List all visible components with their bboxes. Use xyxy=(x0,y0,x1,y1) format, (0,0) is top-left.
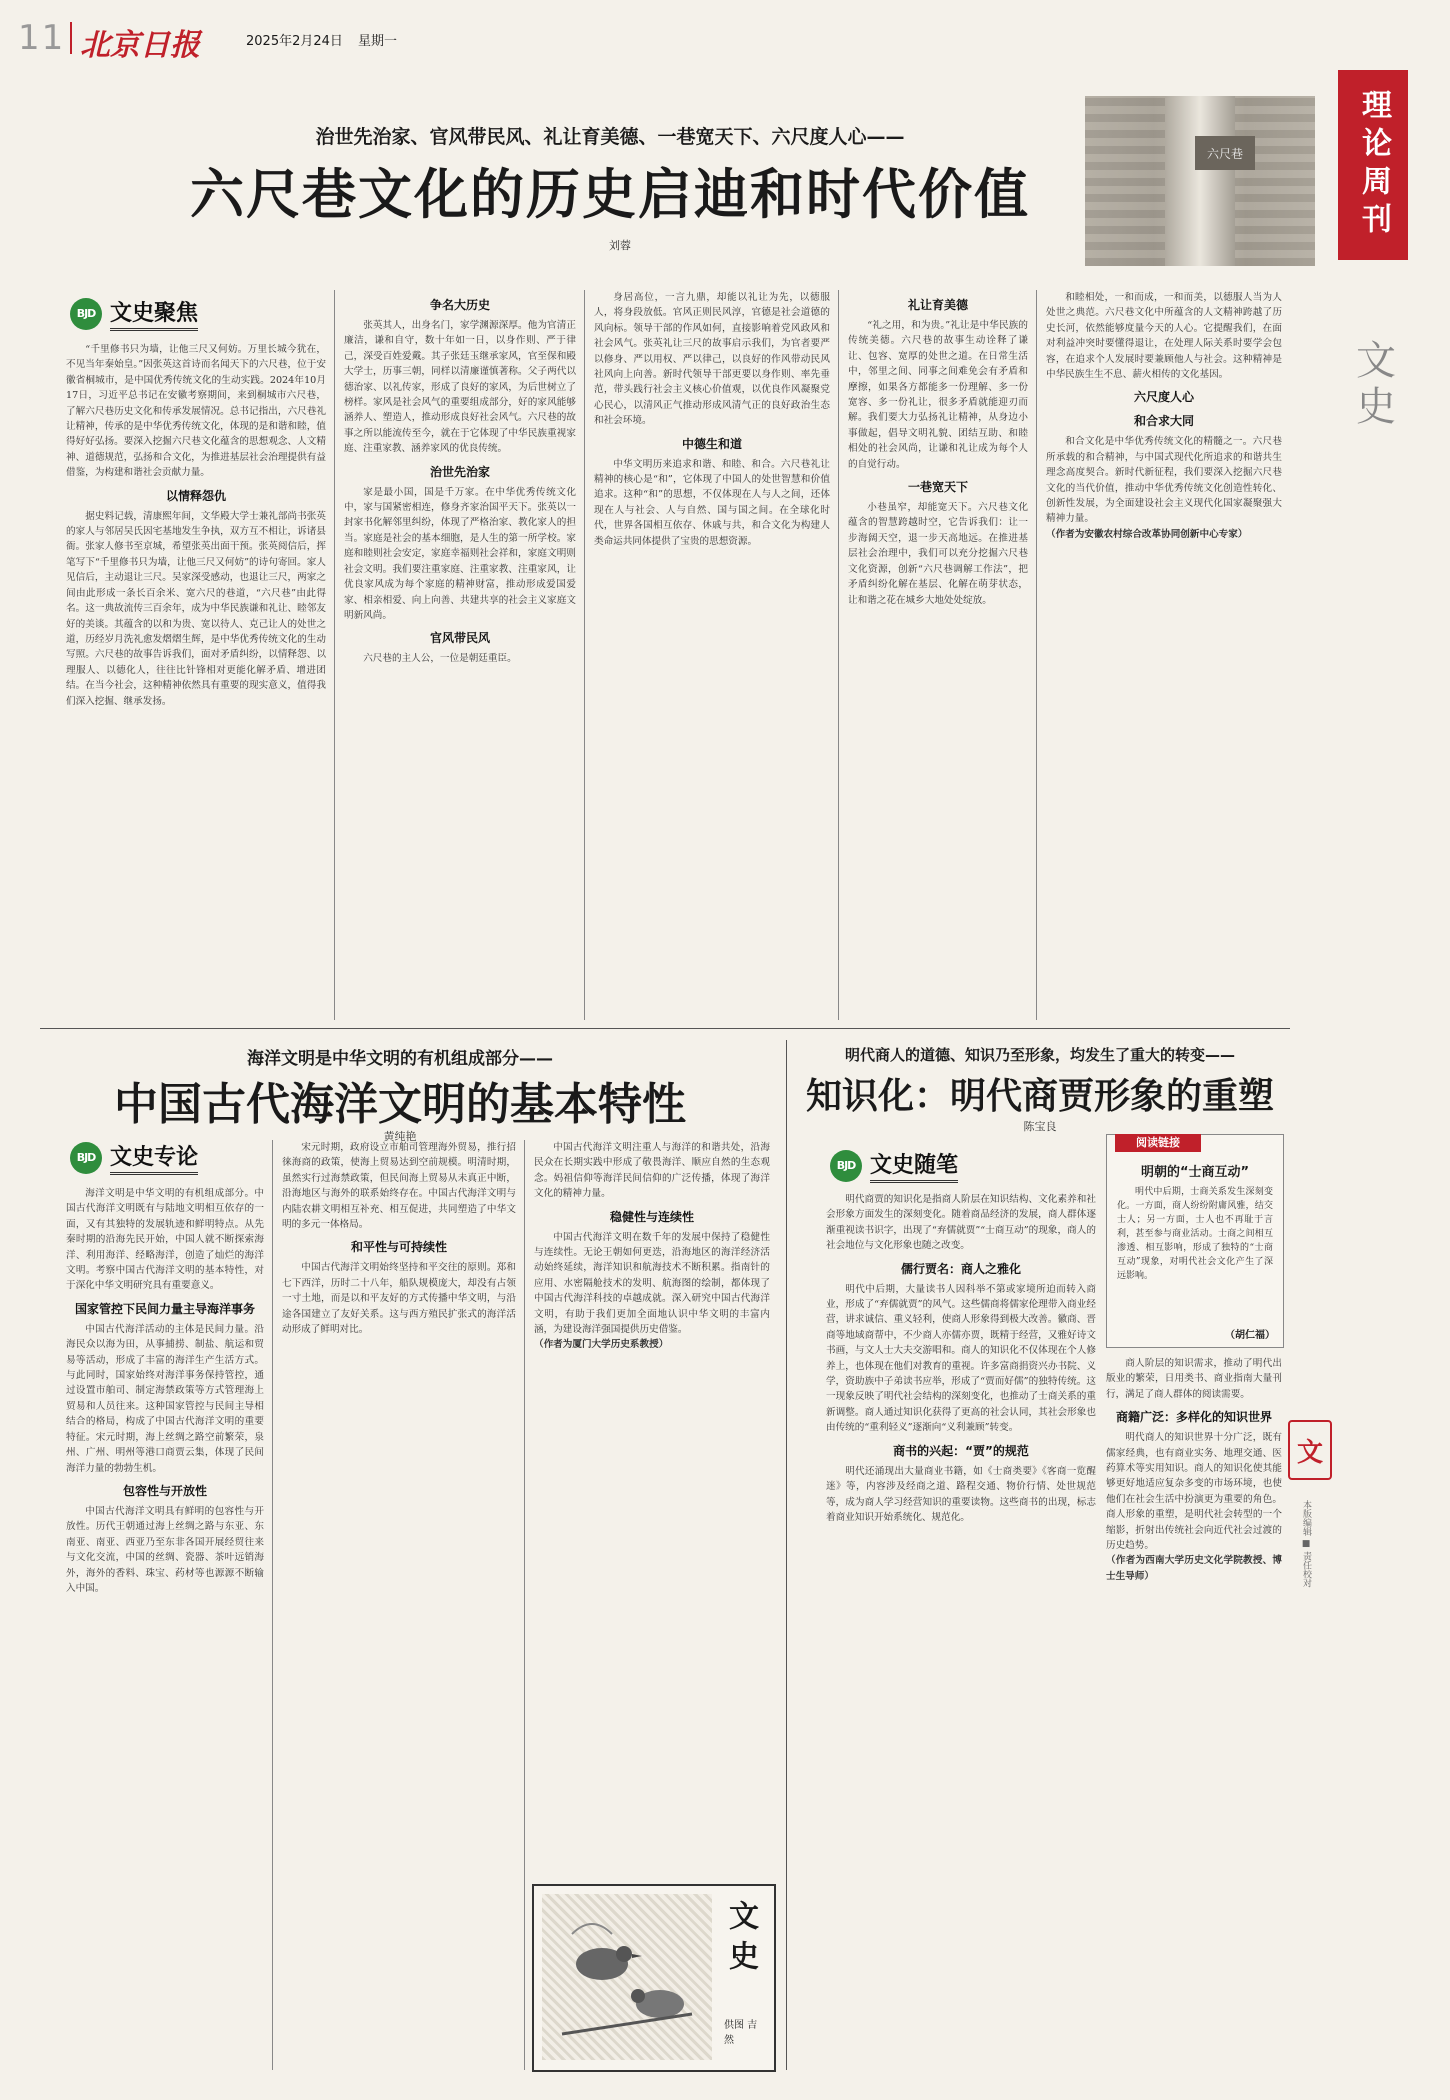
article1-section-title: 文史聚焦 xyxy=(110,296,198,331)
masthead-date: 2025年2月24日 xyxy=(246,34,343,49)
article3-col2-para: 明代还涌现出大量商业书籍，如《士商类要》《客商一览醒迷》等，内容涉及经商之道、路程交通、物价行情、处世规范等，成为商人学习经营知识的重要读物。这些商书的出现，标志着商业知识开始系统化、规范化。 xyxy=(826,1465,1096,1523)
article1-col3b-para: “礼之用，和为贵。”礼让是中华民族的传统美德。六尺巷的故事生动诠释了谦让、包容、宽厚的处世之道。在日常生活中，邻里之间、同事之间难免会有矛盾和摩擦，如果各方都能多一份理解、多一份宽容、多一份礼让，很多矛盾就能迎刃而解。我们要大力弘扬礼让精神，从身边小事做起，倡导文明礼貌、团结互助、和睦相处的社会风尚，让谦和礼让成为每个人的自觉行动。 xyxy=(848,320,1028,470)
article1-col1 xyxy=(66,342,326,1016)
article1-col4 xyxy=(848,290,1028,1018)
article1-col1b-para: 据史料记载，清康熙年间，文华殿大学士兼礼部尚书张英的家人与邻居吴氏因宅基地发生争执，双方互不相让，诉诸县衙。张家人修书至京城，希望张英出面干预。张英阅信后，挥笔写下“千里修书只为墙，让他三尺又何妨”的诗句寄回。家人见信后，主动退让三尺。吴家深受感动，也退让三尺，两家之间由此形成一条长百余米、宽六尺的巷道，“六尺巷”由此得名。这一典故流传三百余年，成为中华民族谦和礼让、睦邻友好的美谈。其蕴含的以和为贵、宽以待人、克己让人的处世之道，历经岁月洗礼愈发熠熠生辉，是中华优秀传统文化的生动写照。六尺巷的故事告诉我们，面对矛盾纠纷，以情释怨、以理服人、以德化人，往往比针锋相对更能化解矛盾、增进团结。在当今社会，这种精神依然具有重要的现实意义，值得我们深入挖掘、继承发扬。 xyxy=(66,510,326,707)
article2-author: 黄纯艳 xyxy=(383,1130,417,1143)
side-tab-section-text: 文史 xyxy=(1349,339,1396,431)
lower-section-rule xyxy=(786,1040,787,2070)
article3-subhead3: 商籍广泛：多样化的知识世界 xyxy=(1115,1410,1272,1425)
reading-link-box xyxy=(1106,1134,1284,1348)
article1-col-rule3 xyxy=(838,290,839,1020)
article3-subhead1: 儒行贾名：商人之雅化 xyxy=(900,1261,1021,1276)
masthead-weekday: 星期一 xyxy=(358,34,398,49)
section-logo-icon: BJD xyxy=(830,1150,862,1182)
article1-col5 xyxy=(1046,290,1282,1018)
article3-intro-para: 明代商贾的知识化是指商人阶层在知识结构、文化素养和社会形象方面发生的深刻变化。随着商品经济的发展，商人群体逐渐重视读书识字，出现了“弃儒就贾”“士商互动”的现象，商人的社会地位与文化形象也随之改变。 xyxy=(826,1194,1096,1252)
article1-col3a-para: 身居高位，一言九鼎，却能以礼让为先，以德服人，将身段放低。官风正则民风淳，官德是社会道德的风向标。领导干部的作风如何，直接影响着党风政风和社会风气。张英礼让三尺的故事启示我们，为官者要严以修身、严以用权、严以律己，以良好的作风带动民风社风向上向善。新时代领导干部更要以身作则、率先垂范，带头践行社会主义核心价值观，以优良作风凝聚党心民心，以清风正气推动形成风清气正的良好政治生态和社会环境。 xyxy=(594,292,830,427)
article3-section-badge xyxy=(830,1148,958,1183)
masthead xyxy=(18,18,1318,63)
article1-subhead1: 以情释怨仇 xyxy=(165,488,226,503)
article3-subhead2: 商书的兴起：“贾”的规范 xyxy=(893,1443,1029,1458)
article1-subhead5: 礼让育美德 xyxy=(907,298,968,312)
article2-col2 xyxy=(282,1140,516,2070)
section-logo-icon: BJD xyxy=(70,298,102,330)
side-stamp xyxy=(1288,1420,1332,1480)
article3-author: 陈宝良 xyxy=(1023,1120,1057,1133)
article3-section-title: 文史随笔 xyxy=(870,1148,958,1183)
article1-col2a-para: 张英其人，出身名门，家学渊源深厚。他为官清正廉洁，谦和自守，数十年如一日，以身作则、严于律己，深受百姓爱戴。其子张廷玉继承家风，官至保和殿大学士，历事三朝，同样以清廉谨慎著称。父子两代以德治家、以礼传家，形成了良好的家风，为后世树立了榜样。家风是社会风气的重要组成部分，好的家风能够涵养人、塑造人，推动形成良好社会风气。六尺巷的故事之所以能流传至今，就在于它体现了中华民族重视家庭、注重家教、涵养家风的优良传统。 xyxy=(344,320,576,455)
article2-subhead1: 国家管控下民间力量主导海洋事务 xyxy=(74,1301,255,1316)
article2-col1c-para: 中国古代海洋文明具有鲜明的包容性与开放性。历代王朝通过海上丝绸之路与东亚、东南亚、南亚、西亚乃至东非各国开展经贸往来与文化交流，中国的丝绸、瓷器、茶叶远销海外，海外的香料、珠宝、药材等也源源不断输入中国。 xyxy=(66,1505,264,1594)
alley-wall-right xyxy=(1235,96,1315,266)
article1-author: 刘蓉 xyxy=(609,239,631,252)
bottom-box-credit: 供图 吉然 xyxy=(724,2020,758,2046)
article1-col5b-para: 和合文化是中华优秀传统文化的精髓之一。六尺巷所承载的和合精神，与中国式现代化所追求的和谐共生理念高度契合。新时代新征程，我们要深入挖掘六尺巷文化的当代价值，推动中华优秀传统文化创造性转化、创新性发展，为全面建设社会主义现代化国家凝聚强大精神力量。 xyxy=(1046,436,1282,525)
article2-col2a-para: 宋元时期，政府设立市舶司管理海外贸易，推行招徕海商的政策，使海上贸易达到空前规模。明清时期，虽然实行过海禁政策，但民间海上贸易从未真正中断，沿海地区与海外的联系始终存在。中国古代海洋文明与内陆农耕文明相互补充、相互促进，共同塑造了中华文明的多元一体格局。 xyxy=(282,1142,516,1231)
article2-col3a-para: 中国古代海洋文明注重人与海洋的和谐共处，沿海民众在长期实践中形成了敬畏海洋、顺应自然的生态观念。妈祖信仰等海洋民间信仰的广泛传播，体现了海洋文化的精神力量。 xyxy=(534,1142,770,1200)
article1-kicker: 治世先治家、官风带民风、礼让育美德、一巷宽天下、六尺度人心—— xyxy=(315,126,905,148)
article2-section-badge xyxy=(70,1140,198,1175)
article2-subhead4: 稳健性与连续性 xyxy=(609,1209,694,1224)
article2-author-note: （作者为厦门大学历史系教授） xyxy=(534,1339,669,1351)
alley-sign: 六尺巷 xyxy=(1195,136,1255,170)
article2-title: 中国古代海洋文明的基本特性 xyxy=(114,1079,686,1130)
article2-section-title: 文史专论 xyxy=(110,1140,198,1175)
article1-col4a-para: 小巷虽窄，却能宽天下。六尺巷文化蕴含的智慧跨越时空，它告诉我们：让一步海阔天空，退一步天高地远。在推进基层社会治理中，我们可以充分挖掘六尺巷文化资源，创新“六尺巷调解工作法”，把矛盾纠纷化解在基层、化解在萌芽状态，让和谐之花在城乡大地处处绽放。 xyxy=(848,502,1028,606)
paper-name: 北京日报 xyxy=(80,28,200,63)
article1-col-rule4 xyxy=(1036,290,1037,1020)
side-tab-weekly-text: 理论周刊 xyxy=(1356,89,1391,241)
article1-subhead4: 官风带民风 xyxy=(429,631,490,646)
article2-col1-para: 海洋文明是中华文明的有机组成部分。中国古代海洋文明既有与陆地文明相互依存的一面，又有其独特的发展轨迹和鲜明特点。从先秦时期的沿海先民开始，中国人就不断探索海洋、利用海洋、经略海洋，创造了灿烂的海洋文明。考察中国古代海洋文明的基本特性，对于深化中华文明研究具有重要意义。 xyxy=(66,1188,264,1292)
article2-col-rule2 xyxy=(524,1140,525,2070)
article1-col-rule2 xyxy=(584,290,585,1020)
article1-col2 xyxy=(344,290,576,1018)
article1-col5-lead: 和睦相处，一和而成，一和而美，以德服人当为人处世之典范。六尺巷文化中所蕴含的人文精神跨越了历史长河，依然能够度量今天的人心。它提醒我们，在面对利益冲突时要懂得退让，在处理人际关系时要学会包容，在追求个人发展时要兼顾他人与社会。这种精神是中华民族生生不息、薪火相传的文化基因。 xyxy=(1046,292,1282,381)
article2-subhead3: 和平性与可持续性 xyxy=(350,1240,447,1255)
alley-wall-left xyxy=(1085,96,1165,266)
side-footer-info: 本版编辑 ■ 责任校对 xyxy=(1301,1500,1311,1588)
article3-col3b-para: 明代商人的知识世界十分广泛，既有儒家经典，也有商业实务、地理交通、医药算术等实用知识。商人的知识化使其能够更好地适应复杂多变的市场环境，也使他们在社会生活中扮演更为重要的角色。商人形象的重塑，是明代社会转型的一个缩影，折射出传统社会向近代社会过渡的历史趋势。 xyxy=(1106,1432,1282,1552)
article2-col1 xyxy=(66,1186,264,2066)
bottom-box-label: 文史 xyxy=(723,1900,758,1980)
article2-col1b-para: 中国古代海洋活动的主体是民间力量。沿海民众以海为田，从事捕捞、制盐、航运和贸易等活动，形成了丰富的海洋生产生活方式。与此同时，国家始终对海洋事务保持管控，通过设置市舶司、制定海禁政策等方式管理海上贸易和人员往来。这种国家管控与民间主导相结合的格局，构成了中国古代海洋文明的重要特征。宋元时期，海上丝绸之路空前繁荣，泉州、广州、明州等港口商贾云集，体现了民间海洋力量的勃勃生机。 xyxy=(66,1323,264,1474)
bottom-box-illustration xyxy=(542,1894,712,2060)
article1-col2c-para: 六尺巷的主人公，一位是朝廷重臣。 xyxy=(363,653,517,665)
reading-link-credit: （胡仁福） xyxy=(1225,1330,1275,1341)
article2-subhead2: 包容性与开放性 xyxy=(122,1483,207,1498)
page-number: 11 xyxy=(18,18,66,58)
article1-col2b-para: 家是最小国，国是千万家。在中华优秀传统文化中，家与国紧密相连，修身齐家治国平天下。张英以一封家书化解邻里纠纷，体现了严格治家、教化家人的担当。家庭是社会的基本细胞，是人生的第一所学校。家庭和睦则社会安定，家庭幸福则社会祥和，家庭文明则社会文明。我们要注重家庭、注重家教、注重家风，让优良家风成为每个家庭的精神财富，推动形成爱国爱家、相亲相爱、向上向善、共建共享的社会主义家庭文明新风尚。 xyxy=(344,486,576,621)
article3-col2 xyxy=(1106,1356,1282,2068)
article2-kicker: 海洋文明是中华文明的有机组成部分—— xyxy=(247,1049,553,1069)
page-divider-horizontal xyxy=(40,1028,1290,1029)
bird-illustration-icon xyxy=(542,1894,712,2060)
article1-col1-para: “千里修书只为墙，让他三尺又何妨。万里长城今犹在，不见当年秦始皇。”因张英这首诗而名闻天下的六尺巷，位于安徽省桐城市，是中国优秀传统文化的生动实践。2024年10月17日，习近平总书记在安徽考察期间，来到桐城市六尺巷，了解六尺巷历史文化和传承发展情况。总书记指出，六尺巷礼让精神，传承的是中华优秀传统文化，体现的是和谐和睦，值得好好弘扬。要深入挖掘六尺巷文化蕴含的思想观念、人文精神、道德规范，弘扬和合文化，为推进基层社会治理提供有益借鉴，为构建和谐社会贡献力量。 xyxy=(66,344,326,479)
side-tab-section xyxy=(1338,330,1408,440)
article3-col1 xyxy=(826,1192,1096,2070)
article2-col2b-para: 中国古代海洋文明始终坚持和平交往的原则。郑和七下西洋，历时二十八年，船队规模庞大，却没有占领一寸土地，而是以和平友好的方式传播中华文明，与沿途各国建立了友好关系。这与西方殖民扩张式的海洋活动形成了鲜明对比。 xyxy=(282,1262,516,1336)
article1-subhead3: 治世先治家 xyxy=(429,464,490,479)
article2-col3b-para: 中国古代海洋文明在数千年的发展中保持了稳健性与连续性。无论王朝如何更迭，沿海地区的海洋经济活动始终延续，海洋知识和航海技术不断积累。指南针的应用、水密隔舱技术的发明、航海图的绘制，都体现了中国古代海洋科技的卓越成就。深入研究中国古代海洋文明，有助于我们更加全面地认识中华文明的丰富内涵，为建设海洋强国提供历史借鉴。 xyxy=(534,1231,770,1336)
article1-col3 xyxy=(594,290,830,1018)
article1-section-badge xyxy=(70,296,198,331)
masthead-divider xyxy=(70,22,72,54)
article1-subhead9: 和合求大同 xyxy=(1133,414,1194,429)
article3-col3a-para: 商人阶层的知识需求，推动了明代出版业的繁荣，日用类书、商业指南大量刊行，满足了商人群体的阅读需要。 xyxy=(1106,1358,1282,1400)
article1-author-note: （作者为安徽农村综合改革协同创新中心专家） xyxy=(1046,528,1248,540)
article1-title: 六尺巷文化的历史启迪和时代价值 xyxy=(190,163,1030,226)
reading-link-tag: 阅读链接 xyxy=(1115,1134,1201,1152)
article3-kicker: 明代商人的道德、知识乃至形象，均发生了重大的转变—— xyxy=(844,1046,1235,1064)
article1-col-rule1 xyxy=(334,290,335,1020)
article2-col3 xyxy=(534,1140,770,1880)
article1-subhead2: 争名大历史 xyxy=(429,298,490,312)
article1-subhead6: 中德生和道 xyxy=(681,436,742,451)
bottom-box xyxy=(532,1884,776,2072)
article3-title: 知识化：明代商贾形象的重塑 xyxy=(805,1076,1274,1117)
article3-col1-para: 明代中后期，大量读书人因科举不第或家境所迫而转入商业，形成了“弃儒就贾”的风气。这些儒商将儒家伦理带入商业经营，讲求诚信、重义轻利，使商人形象得到极大改善。徽商、晋商等地域商帮中，不少商人亦儒亦贾，既精于经营，又雅好诗文书画，与文人士大夫交游唱和。商人的知识化不仅体现在个人修养上，也体现在他们对教育的重视。许多富商捐资兴办书院、义学，资助族中子弟读书应举，形成了“贾而好儒”的独特传统。这一现象反映了明代社会结构的深刻变化，也推动了士商关系的重新调整。商人通过知识化获得了更高的社会认同，其社会形象也由传统的“重利轻义”逐渐向“义利兼顾”转变。 xyxy=(826,1283,1096,1434)
article1-title-image xyxy=(1085,96,1315,266)
article1-subhead7: 一巷宽天下 xyxy=(907,480,968,495)
article1-col3c-para: 中华文明历来追求和谐、和睦、和合。六尺巷礼让精神的核心是“和”，它体现了中国人的处世智慧和价值追求。这种“和”的思想，不仅体现在人与人之间，还体现在人与社会、人与自然、国与国之间。在全球化时代，世界各国相互依存、休戚与共，和合文化为构建人类命运共同体提供了宝贵的思想资源。 xyxy=(594,458,830,547)
side-tab-weekly xyxy=(1338,70,1408,260)
article1-subhead8: 六尺度人心 xyxy=(1133,390,1194,405)
reading-link-title: 明朝的“士商互动” xyxy=(1140,1165,1250,1180)
reading-link-body: 明代中后期，士商关系发生深刻变化。一方面，商人纷纷附庸风雅，结交士人；另一方面，士人也不再耻于言利，甚至参与商业活动。士商之间相互渗透、相互影响，形成了独特的“士商互动”现象，对明代社会文化产生了深远影响。 xyxy=(1117,1187,1273,1281)
article3-author-note: （作者为西南大学历史文化学院教授、博士生导师） xyxy=(1106,1555,1282,1582)
article2-col-rule1 xyxy=(272,1140,273,2070)
section-logo-icon: BJD xyxy=(70,1142,102,1174)
side-stamp-text: 文 xyxy=(1296,1437,1323,1468)
